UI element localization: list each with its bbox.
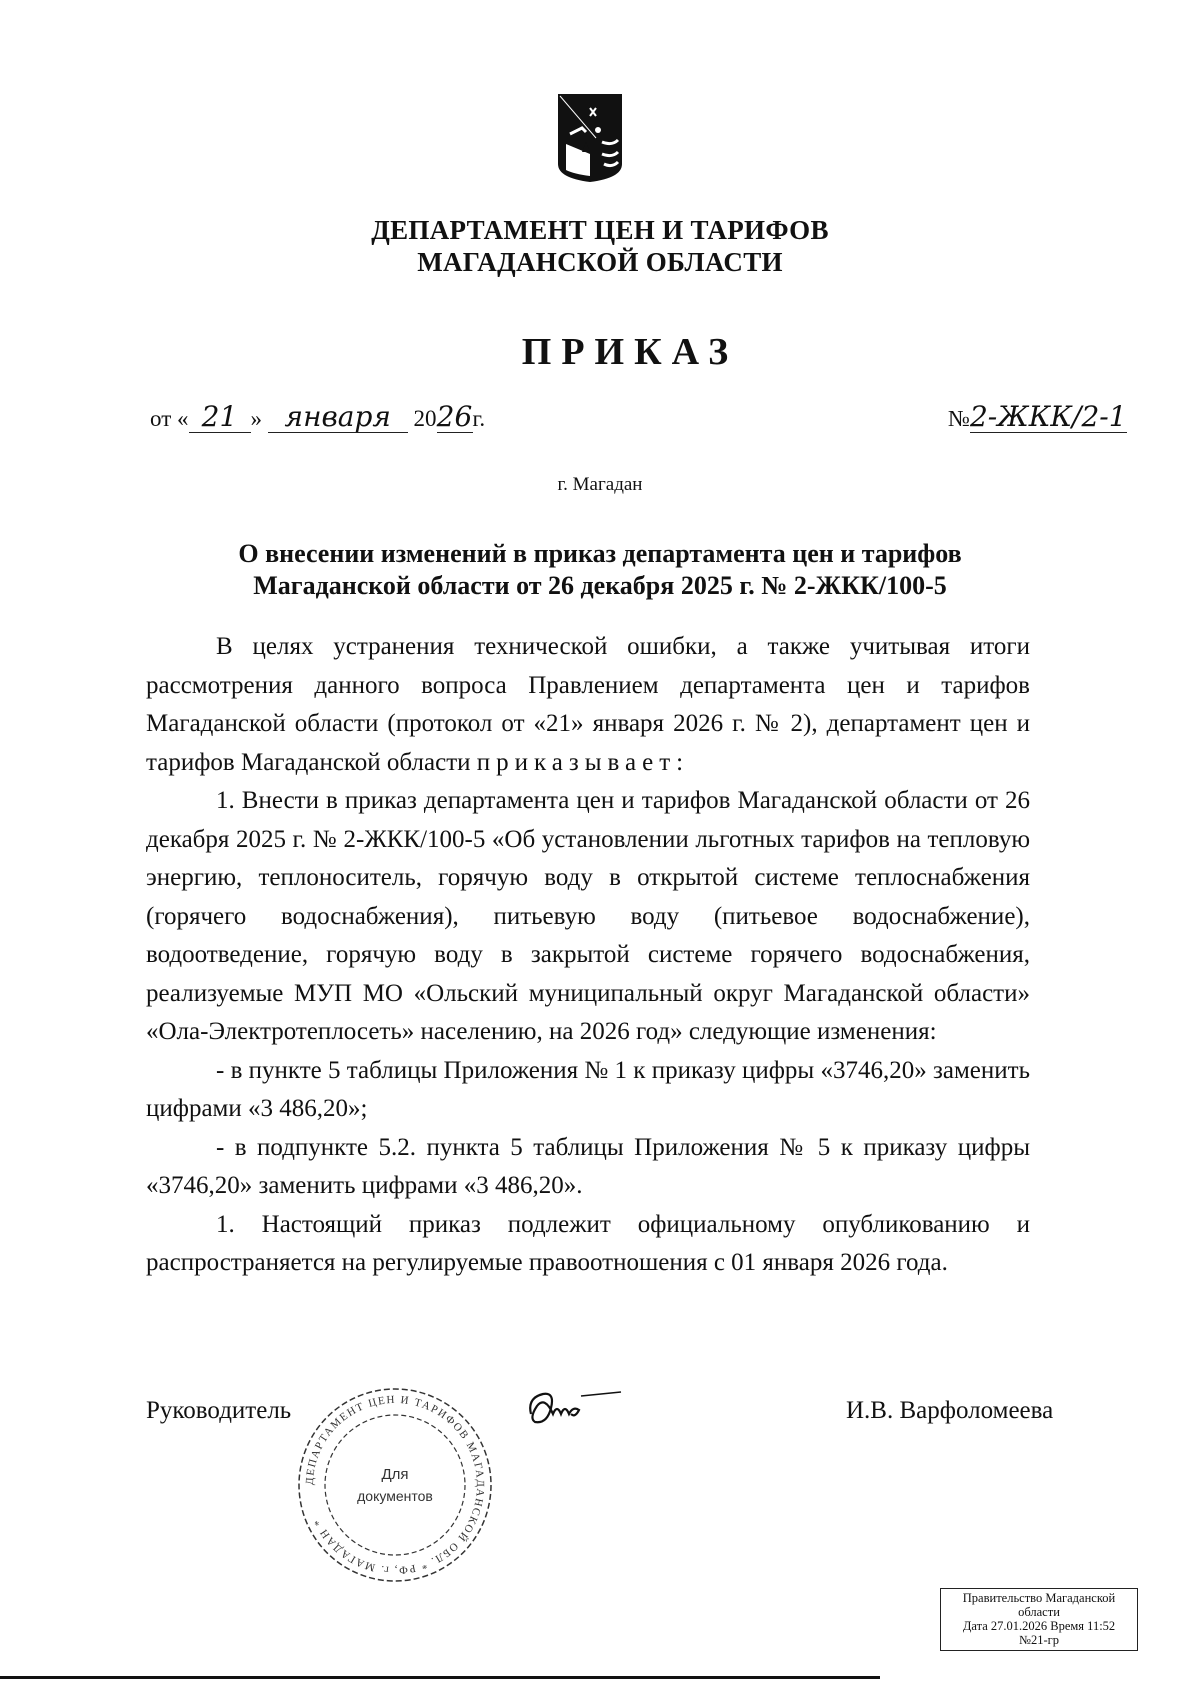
date-mid: » [250,406,262,431]
order-body [146,628,1030,1283]
official-stamp [295,1385,495,1585]
handwritten-signature [525,1384,625,1434]
change-item-1: - в пункте 5 таблицы Приложения № 1 к приказу цифры «3746,20» заменить цифрами «3 486,20»; [146,1056,1030,1122]
date-suffix: г. [472,406,486,431]
clause-2-paragraph: 1. Настоящий приказ подлежит официальному опубликованию и распространяется на регулируемые правоотношения с 01 января 2026 года. [146,1210,1030,1276]
subject-line2: Магаданской области от 26 декабря 2025 г. № 2-ЖКК/100-5 [253,571,947,600]
city: г. Магадан [557,474,643,495]
clause-1-paragraph: 1. Внести в приказ департамента цен и тарифов Магаданской области от 26 декабря 2025 г. № 2-ЖКК/100-5 «Об установлении льготных тарифов на тепловую энергию, теплоноситель, горячую воду в открытой системе теплоснабжения (горячего водоснабжения), питьевую воду (питьевое водоснабжение), водоотведение, горячую воду в закрытой системе горячего водоснабжения, реализуемые МУП МО «Ольский муниципальный округ Магаданской области» «Ола-Электротеплосеть» населению, на 2026 год» следующие изменения: [146,787,1030,1045]
document-type-title: ПРИКАЗ [521,331,739,373]
date-prefix: от « [150,406,189,431]
signer-position: Руководитель [146,1397,292,1424]
department-name-line2: МАГАДАНСКОЙ ОБЛАСТИ [417,247,783,277]
order-subject [150,538,1050,602]
stamp-center-line2: документов [357,1488,433,1504]
change-item-2: - в подпункте 5.2. пункта 5 таблицы Приложения № 5 к приказу цифры «3746,20» заменить цифрами «3 486,20». [146,1133,1030,1199]
registration-line2: области [1018,1605,1060,1619]
number-value: 2-ЖКК/2-1 [969,400,1127,433]
page-bottom-rule [0,1676,880,1679]
registration-number: №21-гр [1019,1633,1059,1647]
svg-text:ДЕПАРТАМЕНТ ЦЕН И ТАРИФОВ МАГА [304,1394,486,1576]
date-month: января [268,402,408,433]
department-name-line1: ДЕПАРТАМЕНТ ЦЕН И ТАРИФОВ [371,215,829,245]
registration-line1: Правительство Магаданской [962,1591,1116,1605]
preamble-text: В целях устранения технической ошибки, а также учитывая итоги рассмотрения данного вопроса Правлением департамента цен и тарифов Магаданской области (протокол от «21» января 2026 г. № 2), департамент цен и тарифов Магаданской области [146,633,1030,776]
stamp-center-line1: Для [381,1466,409,1483]
date-year-prefix: 20 [413,406,437,431]
department-header [0,214,1200,278]
signer-name: И.В. Варфоломеева [846,1397,1054,1424]
registration-stamp [940,1588,1138,1651]
date-year-suffix: 26 [436,400,473,433]
registration-date-time: Дата 27.01.2026 Время 11:52 [962,1619,1116,1633]
subject-line1: О внесении изменений в приказ департамента цен и тарифов [238,539,962,568]
preamble-paragraph [146,628,1030,782]
stamp-ring-text: ДЕПАРТАМЕНТ ЦЕН И ТАРИФОВ МАГАДАНСКОЙ ОБЛ. * РФ, г. МАГАДАН * [303,1393,487,1577]
order-number [948,402,1127,433]
orders-word: приказывает: [476,748,690,776]
coat-of-arms-icon [556,92,624,184]
number-sign: № [948,406,970,431]
order-date [150,402,485,433]
date-day: 21 [189,402,251,433]
